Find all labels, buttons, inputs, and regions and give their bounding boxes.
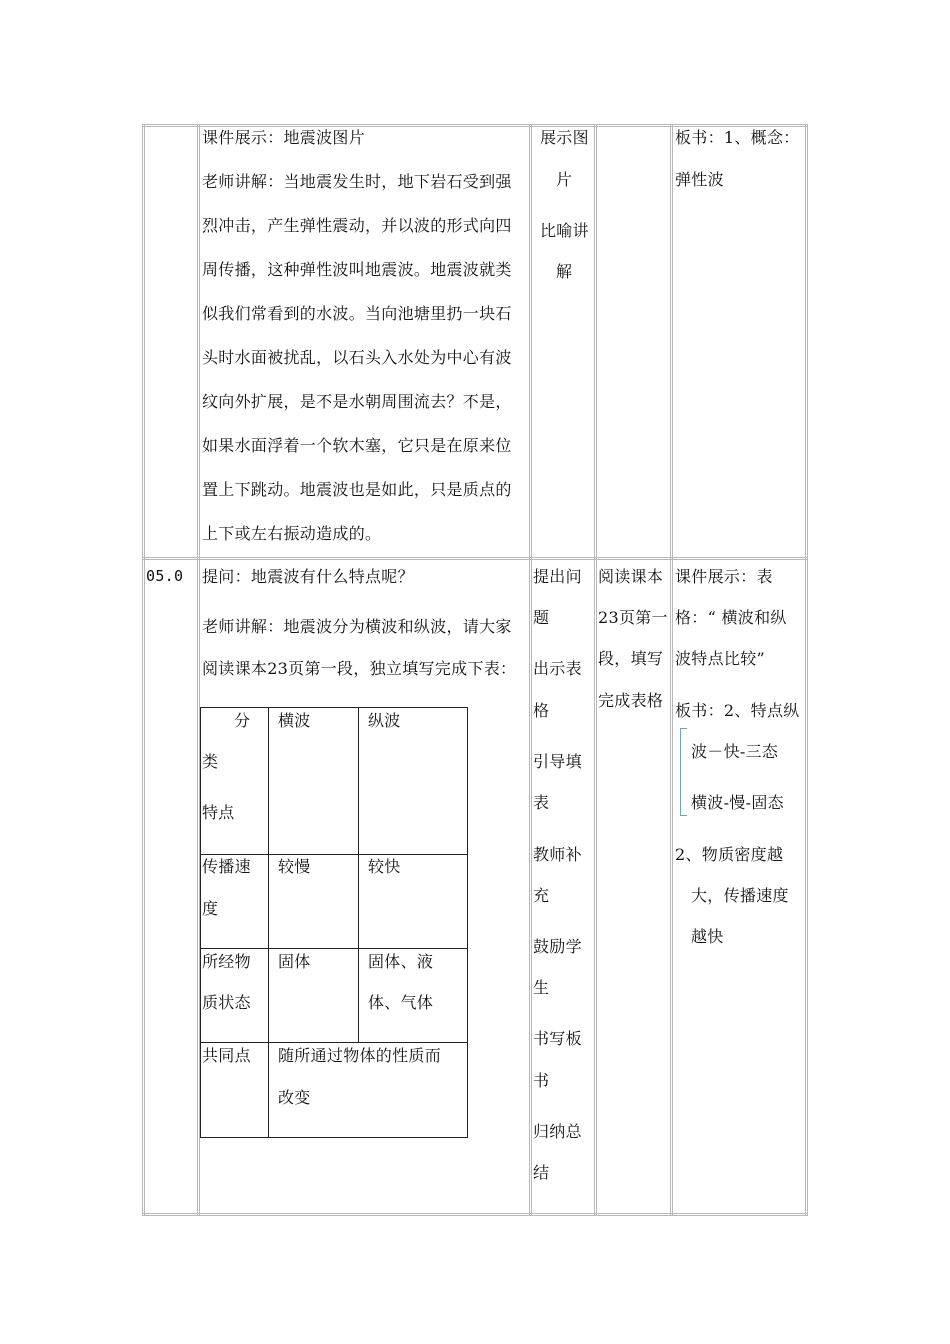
time-value: 05.0 bbox=[146, 567, 184, 585]
student-activity-line: 段，填写 bbox=[598, 649, 664, 668]
inner-cell: 固体、液 bbox=[368, 952, 434, 971]
inner-row-label: 传播速 bbox=[202, 857, 251, 876]
col-border-left bbox=[142, 124, 145, 1216]
inner-header-label: 类 bbox=[202, 752, 219, 771]
content-line: 阅读课本23页第一段，独立填写完成下表： bbox=[202, 659, 517, 678]
design-line: 弹性波 bbox=[675, 170, 724, 189]
design-line: 课件展示：表 bbox=[675, 567, 773, 586]
teacher-activity-line: 结 bbox=[533, 1163, 550, 1182]
student-activity-line: 23页第一 bbox=[598, 608, 668, 627]
student-activity-line: 阅读课本 bbox=[598, 567, 664, 586]
teacher-activity-line: 展示图 bbox=[540, 128, 589, 147]
teacher-activity-line: 提出问 bbox=[533, 567, 582, 586]
content-line: 提问：地震波有什么特点呢？ bbox=[202, 567, 414, 586]
teacher-activity-line: 题 bbox=[533, 608, 550, 627]
teacher-activity-line: 充 bbox=[533, 886, 550, 905]
teacher-activity-line: 表 bbox=[533, 793, 550, 812]
content-line: 课件展示：地震波图片 bbox=[202, 128, 366, 147]
teacher-activity-line: 出示表 bbox=[533, 659, 582, 678]
content-line: 老师讲解：地震波分为横波和纵波，请大家 bbox=[202, 617, 512, 636]
col-border-teacher bbox=[594, 124, 597, 1216]
teacher-activity-line: 格 bbox=[533, 701, 550, 720]
inner-row-label: 质状态 bbox=[202, 993, 251, 1012]
inner-row-label: 所经物 bbox=[202, 952, 251, 971]
design-line: 2、物质密度越 bbox=[675, 845, 784, 864]
inner-header-label: 分 bbox=[234, 711, 251, 730]
content-line: 老师讲解：当地震发生时，地下岩石受到强 bbox=[202, 172, 512, 191]
design-line: 板书：2、特点纵 bbox=[675, 701, 800, 720]
teacher-activity-line: 书写板 bbox=[533, 1029, 582, 1048]
inner-table-border bbox=[358, 707, 359, 1043]
content-line: 如果水面浮着一个软木塞，它只是在原来位 bbox=[202, 436, 512, 455]
inner-table-border bbox=[200, 707, 201, 1138]
teacher-activity-line: 教师补 bbox=[533, 845, 582, 864]
inner-header-col2: 纵波 bbox=[368, 711, 401, 730]
content-line: 头时水面被扰乱，以石头入水处为中心有波 bbox=[202, 348, 512, 367]
brace-bracket bbox=[680, 728, 687, 816]
table-bottom-border bbox=[142, 1213, 808, 1216]
content-line: 周传播，这种弹性波叫地震波。地震波就类 bbox=[202, 260, 512, 279]
col-border-right bbox=[805, 124, 808, 1216]
design-line: 横波-慢-固态 bbox=[691, 793, 784, 812]
content-line: 纹向外扩展，是不是水朝周围流去？不是， bbox=[202, 392, 512, 411]
inner-header-label: 特点 bbox=[202, 803, 235, 822]
teacher-activity-line: 片 bbox=[556, 170, 573, 189]
content-line: 似我们常看到的水波。当向池塘里扔一块石 bbox=[202, 304, 512, 323]
content-line: 烈冲击，产生弹性震动，并以波的形式向四 bbox=[202, 216, 512, 235]
inner-cell: 改变 bbox=[278, 1088, 311, 1107]
design-line: 波－快-三态 bbox=[691, 742, 779, 761]
inner-table-border bbox=[268, 707, 269, 1138]
design-line: 越快 bbox=[691, 927, 724, 946]
teacher-activity-line: 引导填 bbox=[533, 752, 582, 771]
inner-table-border bbox=[200, 1137, 468, 1138]
inner-cell: 体、气体 bbox=[368, 993, 434, 1012]
teacher-activity-line: 归纳总 bbox=[533, 1122, 582, 1141]
inner-cell: 随所通过物体的性质而 bbox=[278, 1046, 442, 1065]
design-line: 格：“ 横波和纵 bbox=[675, 608, 787, 627]
col-border-student bbox=[670, 124, 673, 1216]
teacher-activity-line: 鼓励学 bbox=[533, 937, 582, 956]
col-border-content bbox=[529, 124, 532, 1216]
inner-cell: 较快 bbox=[368, 857, 401, 876]
content-line: 置上下跳动。地震波也是如此，只是质点的 bbox=[202, 480, 512, 499]
design-line: 大，传播速度 bbox=[691, 886, 789, 905]
design-line: 波特点比较” bbox=[675, 649, 765, 668]
teacher-activity-line: 书 bbox=[533, 1071, 550, 1090]
inner-row-label: 共同点 bbox=[202, 1046, 251, 1065]
inner-table-border bbox=[467, 707, 468, 1138]
inner-row-label: 度 bbox=[202, 899, 219, 918]
teacher-activity-line: 比喻讲 bbox=[540, 221, 589, 240]
content-line: 上下或左右振动造成的。 bbox=[202, 524, 382, 543]
teacher-activity-line: 解 bbox=[556, 262, 573, 281]
inner-cell: 固体 bbox=[278, 952, 311, 971]
design-line: 板书：1、概念： bbox=[675, 128, 800, 147]
student-activity-line: 完成表格 bbox=[598, 691, 664, 710]
inner-header-col1: 横波 bbox=[278, 711, 311, 730]
teacher-activity-line: 生 bbox=[533, 978, 550, 997]
inner-cell: 较慢 bbox=[278, 857, 311, 876]
